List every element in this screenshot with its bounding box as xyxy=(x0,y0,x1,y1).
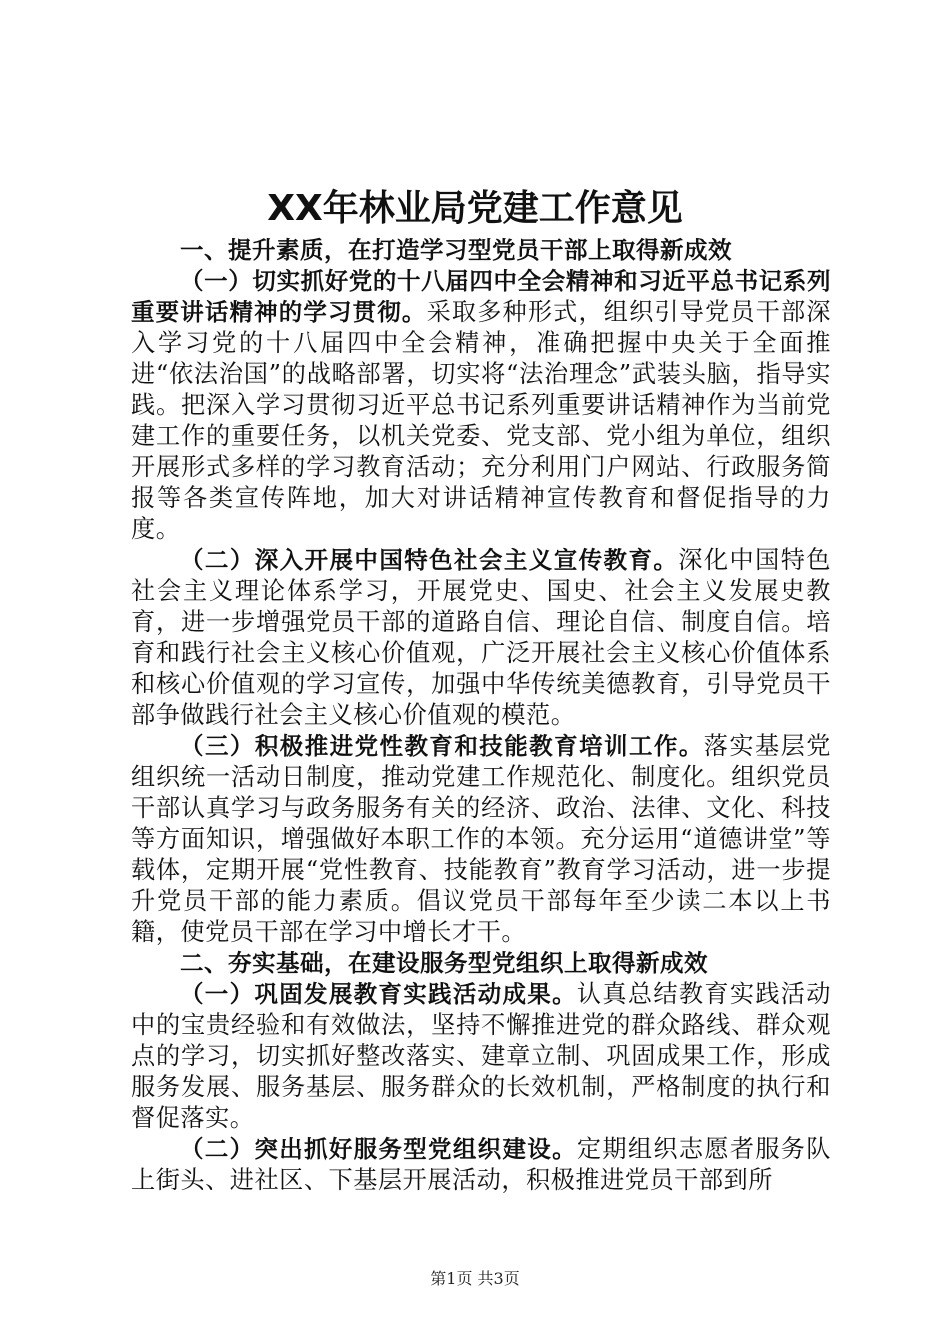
paragraph-text: 采取多种形式，组织引导党员干部深入学习党的十八届四中全会精神，准确把握中央关于全面推进“依法治国”的战略部署，切实将“法治理念”武装头脑，指导实践。把深入学习贯彻习近平总书记系列重要讲话精神作为当前党建工作的重要任务，以机关党委、党支部、党小组为单位，组织开展形式多样的学习教育活动；充分利用门户网站、行政服务简报等各类宣传阵地，加大对讲话精神宣传教育和督促指导的力度。 xyxy=(131,298,831,543)
document-body xyxy=(131,235,831,1196)
paragraph-text: 定期组织志愿者服务队上街头、进社区、下基层开展活动，积极推进党员干部到所 xyxy=(131,1135,831,1194)
paragraph xyxy=(131,1134,831,1196)
paragraph-lead: （一）切实抓好党的十八届四中全会精神和习近平总书记系列重要讲话精神的学习贯彻。 xyxy=(131,267,831,326)
paragraph xyxy=(131,979,831,1134)
section-heading-2: 二、夯实基础，在建设服务型党组织上取得新成效 xyxy=(180,949,708,977)
paragraph xyxy=(131,545,831,731)
document-title: XX年林业局党建工作意见 xyxy=(267,188,683,229)
paragraph-lead: （二）突出抓好服务型党组织建设。 xyxy=(180,1135,577,1163)
paragraph xyxy=(131,731,831,948)
paragraph-text: 认真总结教育实践活动中的宝贵经验和有效做法，坚持不懈推进党的群众路线、群众观点的学习，切实抓好整改落实、建章立制、巩固成果工作，形成服务发展、服务基层、服务群众的长效机制，严格制度的执行和督促落实。 xyxy=(131,980,831,1132)
paragraph-lead: （一）巩固发展教育实践活动成果。 xyxy=(180,980,577,1008)
paragraph-text: 深化中国特色社会主义理论体系学习，开展党史、国史、社会主义发展史教育，进一步增强党员干部的道路自信、理论自信、制度自信。培育和践行社会主义核心价值观，广泛开展社会主义核心价值体系和核心价值观的学习宣传，加强中华传统美德教育，引导党员干部争做践行社会主义核心价值观的模范。 xyxy=(131,546,831,729)
section-heading-1: 一、提升素质，在打造学习型党员干部上取得新成效 xyxy=(180,236,732,264)
paragraph-lead: （三）积极推进党性教育和技能教育培训工作。 xyxy=(180,732,704,760)
page-footer: 第1页 共3页 xyxy=(430,1269,520,1288)
paragraph-lead: （二）深入开展中国特色社会主义宣传教育。 xyxy=(180,546,679,574)
paragraph xyxy=(131,266,831,545)
paragraph-text: 落实基层党组织统一活动日制度，推动党建工作规范化、制度化。组织党员干部认真学习与政务服务有关的经济、政治、法律、文化、科技等方面知识，增强做好本职工作的本领。充分运用“道德讲堂”等载体，定期开展“党性教育、技能教育”教育学习活动，进一步提升党员干部的能力素质。倡议党员干部每年至少读二本以上书籍，使党员干部在学习中增长才干。 xyxy=(131,732,831,946)
